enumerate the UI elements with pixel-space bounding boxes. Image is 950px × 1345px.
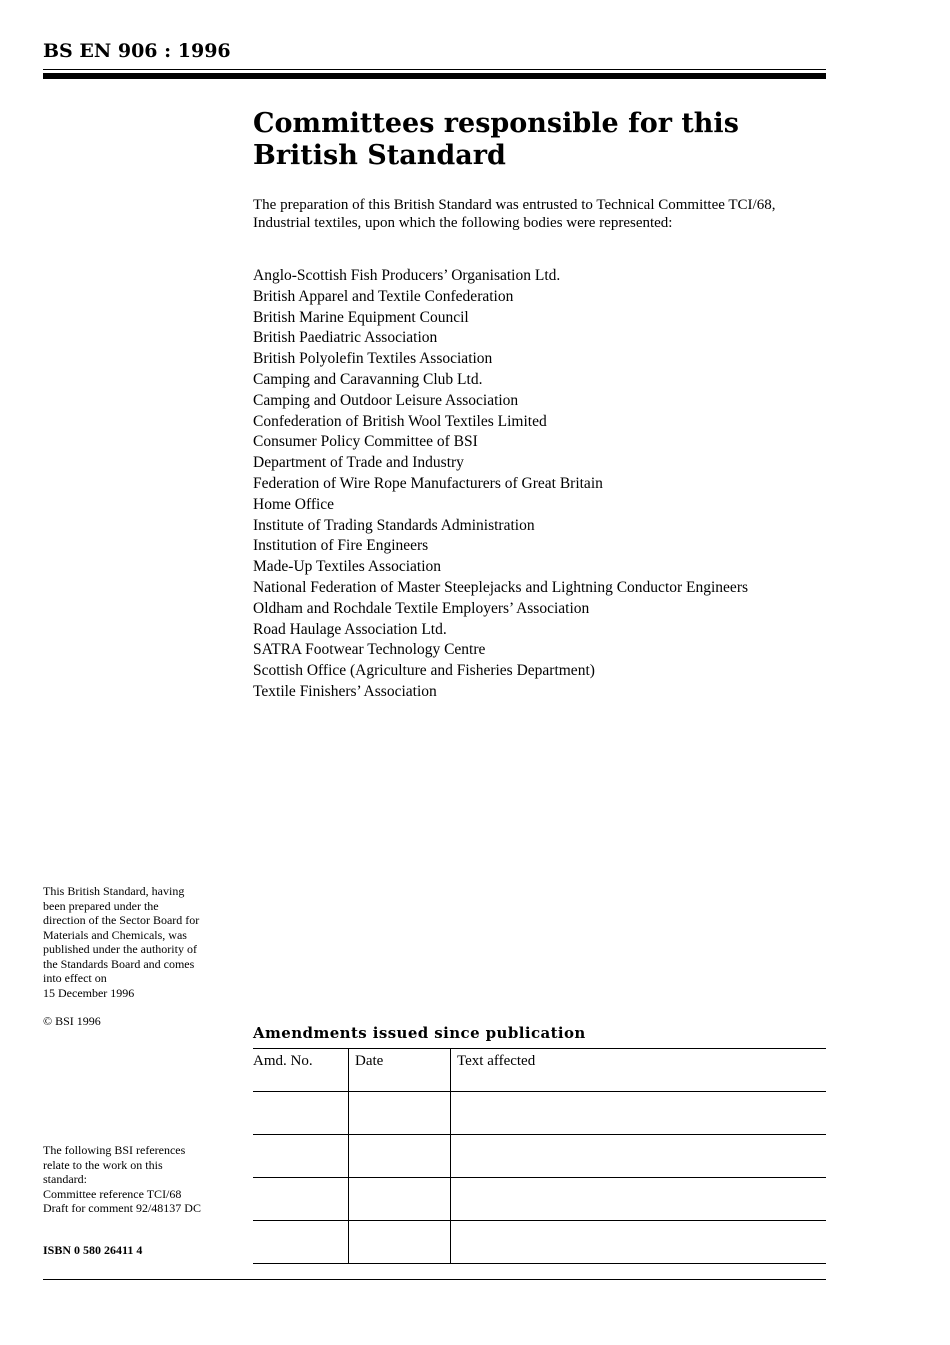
bsi-reference-line: standard: (43, 1172, 87, 1186)
bsi-reference-line: relate to the work on this (43, 1157, 163, 1172)
column-header-text-affected: Text affected (451, 1049, 827, 1092)
list-item: Oldham and Rochdale Textile Employers’ Association (253, 599, 590, 617)
list-item: SATRA Footwear Technology Centre (253, 641, 486, 659)
column-header-amd-no: Amd. No. (253, 1049, 349, 1092)
amendments-header-row (253, 1049, 826, 1092)
list-item: British Apparel and Textile Confederation (253, 287, 514, 305)
table-row (253, 1092, 826, 1135)
page-title-line-1: Committees responsible for this (253, 108, 739, 139)
bsi-references (43, 1143, 235, 1216)
list-item: Road Haulage Association Ltd. (253, 620, 447, 638)
list-item: Made-Up Textiles Association (253, 558, 442, 576)
list-item: Consumer Policy Committee of BSI (253, 433, 478, 451)
table-cell (451, 1221, 827, 1264)
isbn: ISBN 0 580 26411 4 (43, 1243, 143, 1257)
publication-note (43, 884, 235, 1000)
table-cell (451, 1092, 827, 1135)
list-item: British Marine Equipment Council (253, 308, 469, 326)
amendments-table (253, 1048, 826, 1264)
column-header-date: Date (349, 1049, 451, 1092)
publication-note-line: the Standards Board and comes (43, 956, 195, 971)
bsi-reference-line: The following BSI references (43, 1143, 186, 1157)
publication-note-line: Materials and Chemicals, was (43, 927, 187, 942)
list-item: Camping and Outdoor Leisure Association (253, 391, 519, 409)
table-row (253, 1221, 826, 1264)
table-cell (349, 1221, 451, 1264)
table-cell (253, 1092, 349, 1135)
list-item: British Polyolefin Textiles Association (253, 350, 493, 368)
bsi-reference-line: Committee reference TCI/68 (43, 1186, 182, 1201)
publication-note-line: direction of the Sector Board for (43, 913, 200, 927)
table-cell (253, 1135, 349, 1178)
publication-note-line: 15 December 1996 (43, 985, 135, 1000)
table-cell (253, 1221, 349, 1264)
table-cell (253, 1178, 349, 1221)
page-title-line-2: British Standard (253, 140, 506, 171)
publication-note-line: into effect on (43, 971, 107, 985)
document-reference: BS EN 906 : 1996 (43, 40, 231, 62)
list-item: Department of Trade and Industry (253, 454, 464, 472)
list-item: Institute of Trading Standards Administration (253, 516, 535, 534)
list-item: Scottish Office (Agriculture and Fisheries Department) (253, 662, 595, 680)
table-cell (349, 1135, 451, 1178)
header-rule-thick (43, 73, 826, 79)
table-cell (349, 1178, 451, 1221)
copyright-notice: © BSI 1996 (43, 1014, 101, 1028)
list-item: National Federation of Master Steeplejacks and Lightning Conductor Engineers (253, 578, 749, 596)
publication-note-line: This British Standard, having (43, 884, 185, 898)
table-cell (349, 1092, 451, 1135)
intro-paragraph: The preparation of this British Standard was entrusted to Technical Committee TCI/68, Industrial textiles, upon which the following bodies were represented: (253, 197, 776, 231)
list-item: Anglo-Scottish Fish Producers’ Organisation Ltd. (253, 267, 561, 284)
list-item: Federation of Wire Rope Manufacturers of Great Britain (253, 474, 603, 492)
footer-rule (43, 1279, 826, 1280)
publication-note-line: published under the authority of (43, 942, 197, 956)
page-title (253, 108, 813, 172)
table-row (253, 1178, 826, 1221)
table-cell (451, 1135, 827, 1178)
list-item: British Paediatric Association (253, 329, 438, 347)
amendments-title: Amendments issued since publication (253, 1024, 586, 1042)
header-rule-thin (43, 69, 826, 70)
list-item: Home Office (253, 495, 335, 513)
list-item: Textile Finishers’ Association (253, 682, 437, 700)
list-item: Institution of Fire Engineers (253, 537, 429, 555)
table-row (253, 1135, 826, 1178)
list-item: Camping and Caravanning Club Ltd. (253, 370, 483, 388)
publication-note-line: been prepared under the (43, 898, 159, 913)
represented-bodies-list (253, 266, 833, 703)
table-cell (451, 1178, 827, 1221)
bsi-reference-line: Draft for comment 92/48137 DC (43, 1201, 201, 1215)
list-item: Confederation of British Wool Textiles Limited (253, 412, 547, 430)
